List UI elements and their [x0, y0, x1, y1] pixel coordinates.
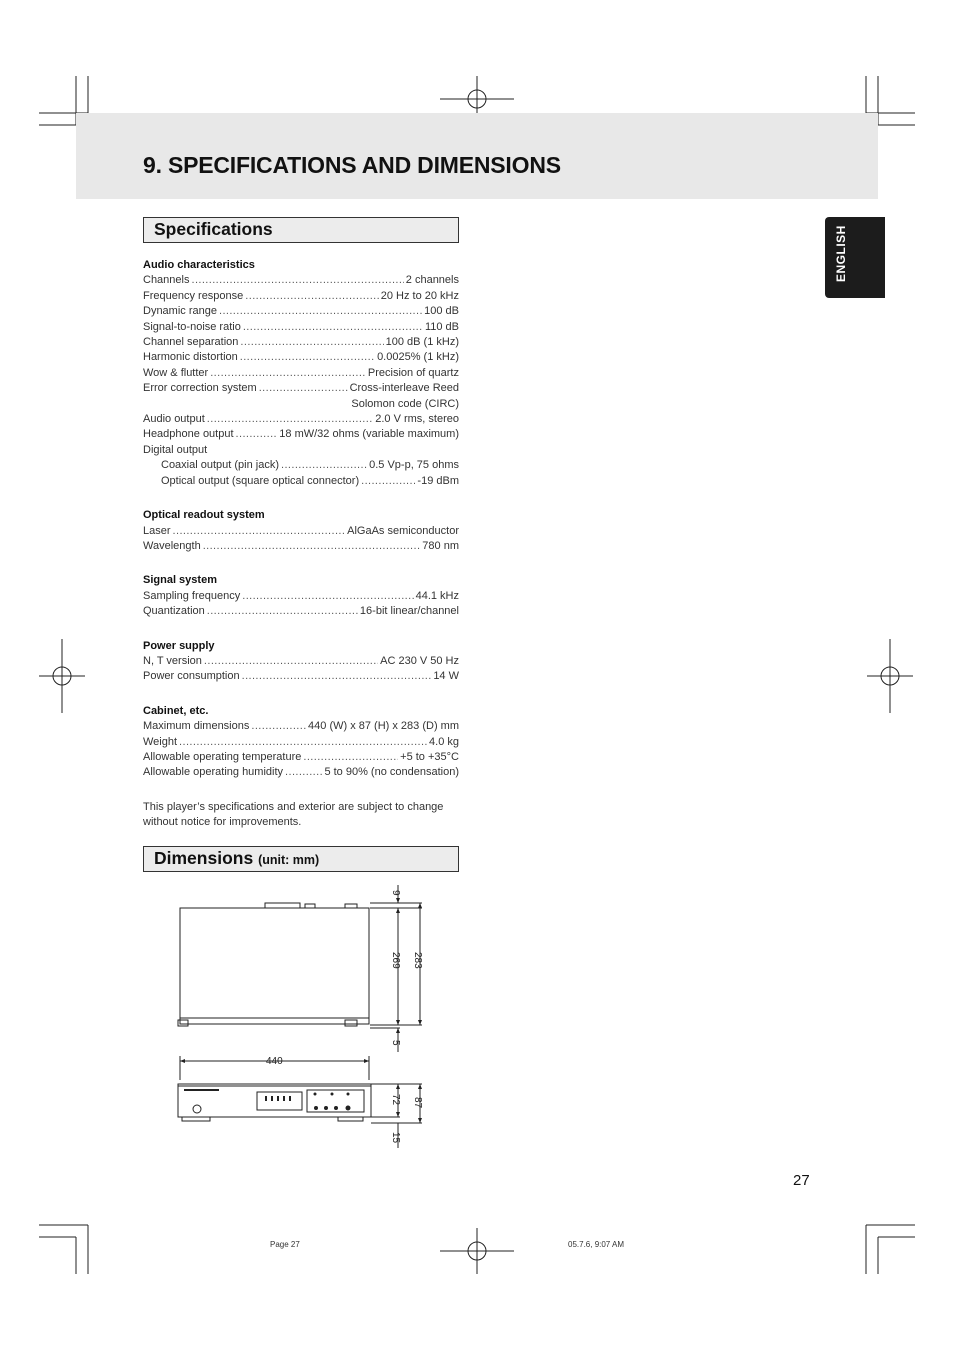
leader-dots: [245, 289, 378, 304]
spec-row: [143, 654, 459, 669]
dim-width: 440: [266, 1056, 283, 1067]
spec-group: [143, 573, 459, 619]
spec-row: [143, 735, 459, 750]
spec-row: [143, 750, 459, 765]
spec-row: [143, 589, 459, 604]
spec-label: Wow & flutter: [143, 366, 209, 379]
spec-note: without notice for improvements.: [143, 816, 302, 829]
spec-label: Power consumption: [143, 670, 240, 683]
leader-dots: [361, 474, 415, 489]
spec-label: Maximum dimensions: [143, 720, 250, 733]
page-number: 27: [793, 1172, 810, 1189]
dimension-drawing: [170, 880, 440, 1155]
spec-row: [143, 273, 459, 288]
spec-row: [143, 289, 459, 304]
spec-label: Weight: [143, 735, 178, 748]
spec-value: 18 mW/32 ohms (variable maximum): [279, 428, 459, 441]
dimensions-heading-box: [143, 846, 459, 872]
leader-dots: [240, 350, 375, 365]
top-view-body: [180, 908, 369, 1024]
spec-label: Headphone output: [143, 428, 234, 441]
spec-value: AlGaAs semiconductor: [347, 524, 459, 537]
spec-value-continuation: Solomon code (CIRC): [351, 397, 459, 410]
spec-subheading: Digital output: [143, 443, 208, 456]
spec-value: Precision of quartz: [367, 366, 459, 379]
leader-dots: [173, 524, 346, 539]
spec-label: Channel separation: [143, 336, 239, 349]
spec-value: 100 dB (1 kHz): [385, 336, 459, 349]
spec-value: -19 dBm: [417, 474, 459, 487]
dim-depth-total: 283: [412, 952, 423, 969]
spec-value: 5 to 90% (no condensation): [324, 766, 459, 779]
spec-note: This player’s specifications and exterior are subject to change: [143, 800, 444, 813]
dim-height-body: 72: [390, 1094, 401, 1106]
leader-dots: [207, 412, 373, 427]
spec-label: Allowable operating humidity: [143, 766, 284, 779]
spec-value: Cross-interleave Reed: [349, 382, 459, 395]
spec-row: [143, 524, 459, 539]
dimensions-title: Dimensions: [154, 848, 254, 868]
spec-label: Channels: [143, 274, 190, 287]
footer-timestamp: 05.7.6, 9:07 AM: [568, 1240, 625, 1249]
specifications-heading: Specifications: [154, 219, 273, 239]
spec-row: [143, 458, 459, 473]
spec-group-title: Power supply: [143, 639, 215, 652]
spec-label: Dynamic range: [143, 305, 217, 318]
spec-row: [143, 539, 459, 554]
spec-value: +5 to +35°C: [400, 750, 459, 763]
leader-dots: [240, 335, 383, 350]
dimensions-heading: [154, 848, 319, 869]
spec-label: Quantization: [143, 605, 205, 618]
spec-row: [143, 604, 459, 619]
spec-row: [143, 366, 459, 381]
leader-dots: [210, 366, 366, 381]
spec-label: Signal-to-noise ratio: [143, 320, 241, 333]
spec-value: 16-bit linear/channel: [359, 605, 459, 618]
spec-row: [143, 669, 459, 684]
spec-label: Optical output (square optical connector): [161, 474, 360, 487]
spec-row: [143, 335, 459, 350]
specifications-list: [143, 257, 459, 831]
spec-group: [143, 639, 459, 685]
leader-dots: [219, 304, 422, 319]
spec-row: [143, 719, 459, 734]
spec-value: 0.0025% (1 kHz): [377, 351, 459, 364]
spec-label: Laser: [143, 524, 171, 537]
spec-group: [143, 704, 459, 781]
dim-depth-body: 269: [390, 952, 401, 969]
language-tab: [825, 217, 885, 298]
spec-value: 20 Hz to 20 kHz: [380, 289, 459, 302]
leader-dots: [242, 589, 413, 604]
spec-value: 440 (W) x 87 (H) x 283 (D) mm: [308, 720, 459, 733]
spec-value: 0.5 Vp-p, 75 ohms: [369, 459, 459, 472]
dim-height-total: 87: [412, 1097, 423, 1109]
spec-value: 4.0 kg: [429, 735, 459, 748]
spec-label: Coaxial output (pin jack): [161, 459, 280, 472]
spec-value: 14 W: [433, 670, 459, 683]
dimensions-unit: (unit: mm): [258, 853, 320, 867]
spec-value: 2.0 V rms, stereo: [375, 413, 459, 426]
spec-label: N, T version: [143, 654, 202, 667]
dim-feet: 15: [390, 1132, 401, 1144]
language-tab-label: ENGLISH: [834, 225, 848, 282]
page-title: 9. SPECIFICATIONS AND DIMENSIONS: [143, 152, 561, 178]
spec-row: [143, 412, 459, 427]
spec-value: 100 dB: [424, 305, 459, 318]
spec-label: Frequency response: [143, 289, 244, 302]
leader-dots: [191, 273, 403, 288]
spec-value: 2 channels: [405, 274, 459, 287]
leader-dots: [285, 765, 322, 780]
leader-dots: [281, 458, 367, 473]
spec-row: [143, 474, 459, 489]
spec-group: [143, 508, 459, 554]
spec-group-title: Audio characteristics: [143, 259, 255, 271]
spec-label: Error correction system: [143, 382, 257, 395]
leader-dots: [179, 735, 427, 750]
leader-dots: [243, 320, 423, 335]
leader-dots: [303, 750, 398, 765]
spec-row: [143, 427, 459, 442]
spec-row: [143, 320, 459, 335]
leader-dots: [259, 381, 348, 396]
dim-bottom-gap: 5: [390, 1040, 401, 1046]
spec-group-title: Cabinet, etc.: [143, 704, 209, 717]
spec-label: Harmonic distortion: [143, 351, 238, 364]
spec-value: 110 dB: [424, 320, 459, 333]
dim-top-gap: 9: [390, 890, 401, 896]
leader-dots: [251, 719, 306, 734]
spec-row: [143, 381, 459, 396]
footer-page: Page 27: [270, 1240, 300, 1249]
leader-dots: [203, 539, 421, 554]
leader-dots: [236, 427, 278, 442]
spec-value: AC 230 V 50 Hz: [380, 654, 459, 667]
spec-label: Sampling frequency: [143, 589, 241, 602]
spec-row: [143, 350, 459, 365]
spec-value: 44.1 kHz: [415, 589, 459, 602]
spec-label: Allowable operating temperature: [143, 750, 302, 763]
spec-row: [143, 765, 459, 780]
spec-group-title: Signal system: [143, 574, 217, 587]
spec-label: Wavelength: [143, 539, 201, 552]
spec-row: [143, 304, 459, 319]
spec-value: 780 nm: [422, 539, 459, 552]
spec-label: Audio output: [143, 413, 205, 426]
leader-dots: [207, 604, 358, 619]
leader-dots: [204, 654, 378, 669]
spec-group-title: Optical readout system: [143, 509, 265, 522]
specifications-heading-box: [143, 217, 459, 243]
leader-dots: [242, 669, 432, 684]
spec-group: [143, 258, 459, 489]
